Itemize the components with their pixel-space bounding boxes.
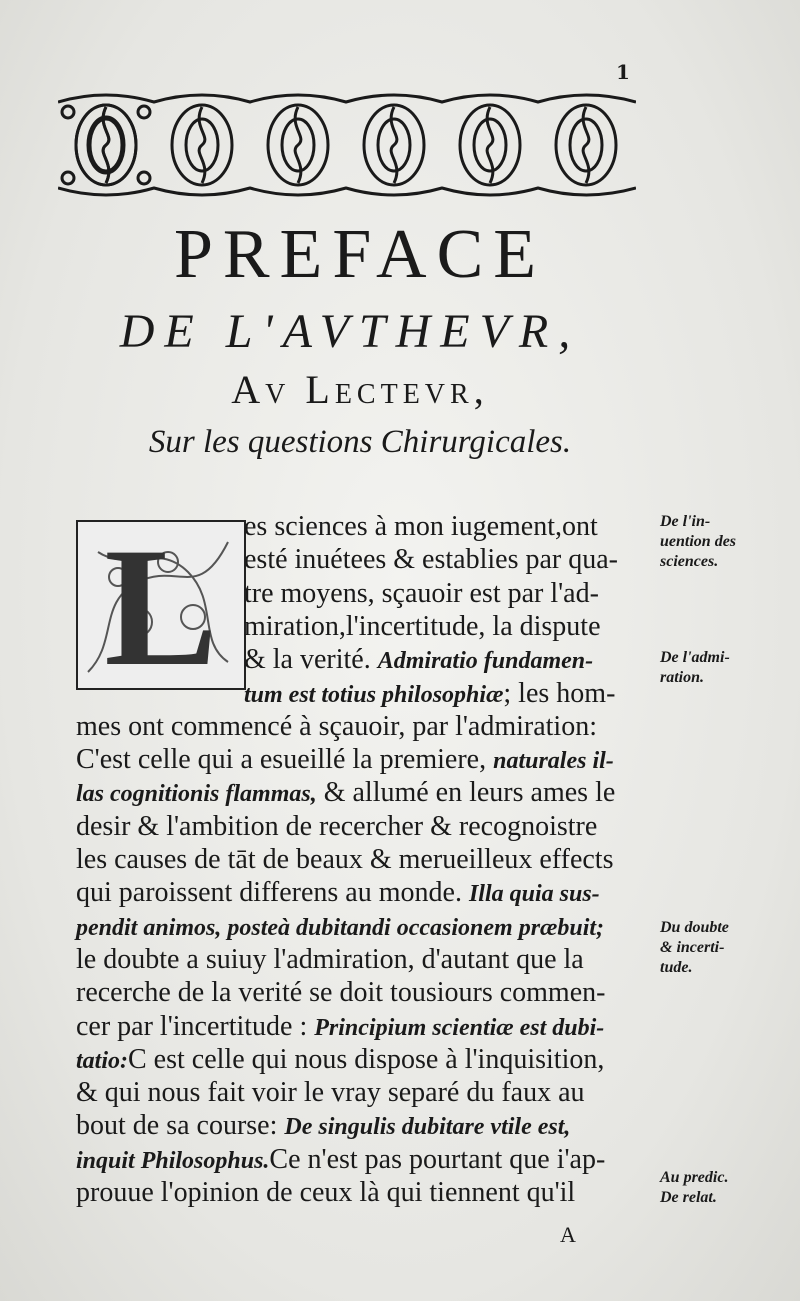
latin-quotation: Principium scientiæ est dubi- bbox=[314, 1014, 605, 1041]
roman-text: Ce n'est pas pourtant que i'ap- bbox=[269, 1143, 606, 1175]
roman-text: les causes de tāt de beaux & merueilleux effects bbox=[76, 844, 614, 875]
drop-cap-letter: L bbox=[104, 513, 218, 701]
latin-quotation: Admiratio fundamen- bbox=[377, 648, 594, 675]
roman-text: prouue l'opinion de ceux là qui tiennent qu'il bbox=[76, 1177, 576, 1208]
latin-quotation: inquit Philosophus. bbox=[76, 1147, 270, 1174]
latin-quotation: Illa quia sus- bbox=[468, 881, 600, 908]
roman-text: desir & l'ambition de recercher & recognoistre bbox=[76, 810, 598, 842]
body-line bbox=[76, 843, 613, 877]
body-line bbox=[76, 910, 604, 945]
body-line bbox=[244, 610, 601, 644]
roman-text: & la verité. bbox=[244, 644, 378, 676]
margin-note-line: Du doubte bbox=[660, 919, 729, 936]
roman-text: qui paroissent differens au monde. bbox=[76, 877, 469, 909]
roman-text: C'est celle qui a esueillé la premiere, bbox=[76, 744, 494, 776]
body-line bbox=[244, 510, 598, 544]
body-line bbox=[76, 1143, 605, 1178]
margin-note-line: ration. bbox=[660, 669, 705, 686]
margin-note bbox=[660, 512, 736, 572]
margin-note bbox=[660, 1168, 728, 1208]
margin-note bbox=[660, 648, 730, 688]
roman-text: miration,l'incertitude, la dispute bbox=[244, 610, 601, 642]
roman-text: mes ont commencé à sçauoir, par l'admiration: bbox=[76, 710, 597, 742]
body-line bbox=[76, 1043, 604, 1078]
roman-text: C est celle qui nous dispose à l'inquisition, bbox=[128, 1043, 605, 1075]
body-line bbox=[76, 1076, 585, 1110]
roman-text: ; les hom- bbox=[503, 677, 616, 709]
latin-quotation: tatio: bbox=[76, 1047, 128, 1074]
roman-text: bout de sa course: bbox=[76, 1110, 285, 1142]
margin-note-line: tude. bbox=[660, 959, 693, 976]
roman-text: & allumé en leurs ames le bbox=[316, 777, 616, 809]
body-line bbox=[76, 710, 597, 744]
body-line bbox=[76, 1109, 570, 1144]
latin-quotation: pendit animos, posteà dubitandi occasionem præbuit; bbox=[76, 914, 605, 941]
body-line bbox=[244, 677, 615, 712]
roman-text: recerche de la verité se doit tousiours commen- bbox=[76, 977, 606, 1009]
heading-to-reader: Av Lectevr, bbox=[231, 367, 489, 412]
margin-note-line: De l'admi- bbox=[660, 649, 730, 666]
roman-text: le doubte a suiuy l'admiration, d'autant que la bbox=[76, 943, 584, 975]
latin-quotation: las cognitionis flammas, bbox=[76, 781, 317, 808]
latin-quotation: naturales il- bbox=[493, 748, 614, 775]
margin-note-line: De l'in- bbox=[660, 513, 711, 530]
body-line bbox=[76, 1176, 575, 1210]
body-line bbox=[76, 1010, 604, 1045]
margin-note-line: De relat. bbox=[660, 1189, 717, 1206]
body-line bbox=[244, 543, 618, 577]
body-line bbox=[76, 743, 614, 778]
body-line bbox=[76, 943, 584, 977]
roman-text: tre moyens, sçauoir est par l'ad- bbox=[244, 577, 599, 609]
heading-topic: Sur les questions Chirurgicales. bbox=[148, 424, 572, 460]
latin-quotation: De singulis dubitare vtile est, bbox=[284, 1114, 571, 1141]
signature-mark: A bbox=[560, 1222, 576, 1247]
body-line bbox=[76, 776, 615, 811]
page-number: 1 bbox=[616, 60, 630, 84]
body-line bbox=[244, 577, 599, 611]
body-line bbox=[76, 876, 600, 911]
roman-text: es sciences à mon iugement,ont bbox=[244, 511, 598, 542]
margin-note-line: sciences. bbox=[660, 553, 719, 570]
margin-note-line: & incerti- bbox=[660, 939, 725, 956]
heading-author: DE L'AVTHEVR, bbox=[119, 305, 581, 358]
roman-text: esté inuétees & establies par qua- bbox=[244, 544, 618, 576]
heading-preface: PREFACE bbox=[173, 216, 547, 293]
margin-note bbox=[660, 918, 729, 978]
latin-quotation: tum est totius philosophiæ bbox=[244, 681, 504, 708]
ornamental-headpiece bbox=[58, 92, 636, 198]
margin-note-line: Au predic. bbox=[660, 1169, 729, 1186]
drop-cap bbox=[76, 513, 246, 701]
body-line bbox=[76, 976, 605, 1010]
roman-text: cer par l'incertitude : bbox=[76, 1010, 315, 1042]
margin-note-line: uention des bbox=[660, 533, 737, 550]
body-line bbox=[76, 810, 597, 844]
body-line bbox=[244, 643, 593, 678]
roman-text: & qui nous fait voir le vray separé du faux au bbox=[76, 1077, 585, 1109]
